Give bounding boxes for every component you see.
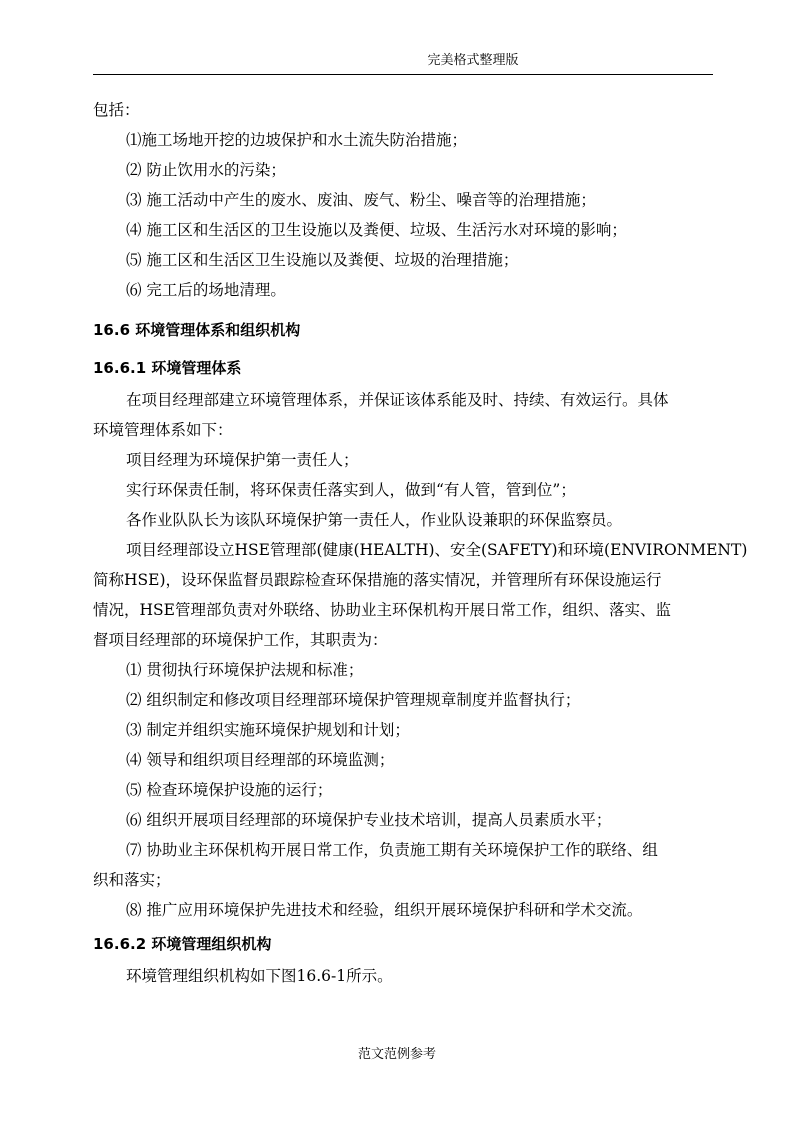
list-item: ⑷ 施工区和生活区的卫生设施以及粪便、垃圾、生活污水对环境的影响； [126,221,627,239]
paragraph-line: 简称HSE)，设环保监督员跟踪检查环保措施的落实情况，并管理所有环保设施运行 [93,571,662,589]
list-item: ⑸ 施工区和生活区卫生设施以及粪便、垃圾的治理措施； [126,251,519,269]
paragraph-line: 情况，HSE管理部负责对外联络、协助业主环保机构开展日常工作，组织、落实、监 [93,601,671,619]
list-item: ⑵ 防止饮用水的污染； [126,161,286,179]
list-item: ⑹ 组织开展项目经理部的环境保护专业技术培训，提高人员素质水平； [126,811,612,829]
paragraph-line: 环境管理体系如下： [93,421,233,439]
list-item: ⑸ 检查环境保护设施的运行； [126,781,333,799]
intro-text: 包括： [93,101,140,119]
list-item: ⑻ 推广应用环境保护先进技术和经验，组织开展环境保护科研和学术交流。 [126,901,643,919]
document-body [93,95,748,991]
list-item: ⑹ 完工后的场地清理。 [126,281,286,299]
list-item: ⑶ 施工活动中产生的废水、废油、废气、粉尘、噪音等的治理措施； [126,191,596,209]
page-header [93,50,713,75]
paragraph: 各作业队队长为该队环境保护第一责任人，作业队设兼职的环保监察员。 [126,511,623,529]
header-title: 完美格式整理版 [427,53,519,68]
paragraph-line: 项目经理部设立HSE管理部(健康(HEALTH)、安全(SAFETY)和环境(ENVIRONMENT) [126,541,748,559]
list-item: ⑺ 协助业主环保机构开展日常工作，负责施工期有关环境保护工作的联络、组 [126,841,658,859]
page-footer: 范文范例参考 [357,1047,436,1062]
paragraph: 环境管理组织机构如下图16.6-1所示。 [126,967,393,985]
list-item: ⑶ 制定并组织实施环境保护规划和计划； [126,721,410,739]
list-item: ⑷ 领导和组织项目经理部的环境监测； [126,751,395,769]
list-item: ⑵ 组织制定和修改项目经理部环境保护管理规章制度并监督执行； [126,691,581,709]
paragraph: 项目经理为环境保护第一责任人； [126,451,359,469]
list-item-continuation: 织和落实； [93,871,171,889]
section-heading-16-6: 16.6 环境管理体系和组织机构 [93,321,301,339]
section-heading-16-6-2: 16.6.2 环境管理组织机构 [93,935,272,953]
list-item: ⑴ 贯彻执行环境保护法规和标准； [126,661,364,679]
paragraph-line: 督项目经理部的环境保护工作，其职责为： [93,631,388,649]
list-item: ⑴施工场地开挖的边坡保护和水土流失防治措施； [126,131,468,149]
section-heading-16-6-1: 16.6.1 环境管理体系 [93,359,242,377]
paragraph: 实行环保责任制，将环保责任落实到人，做到“有人管，管到位”； [126,481,576,499]
paragraph-line: 在项目经理部建立环境管理体系，并保证该体系能及时、持续、有效运行。具体 [126,391,669,409]
